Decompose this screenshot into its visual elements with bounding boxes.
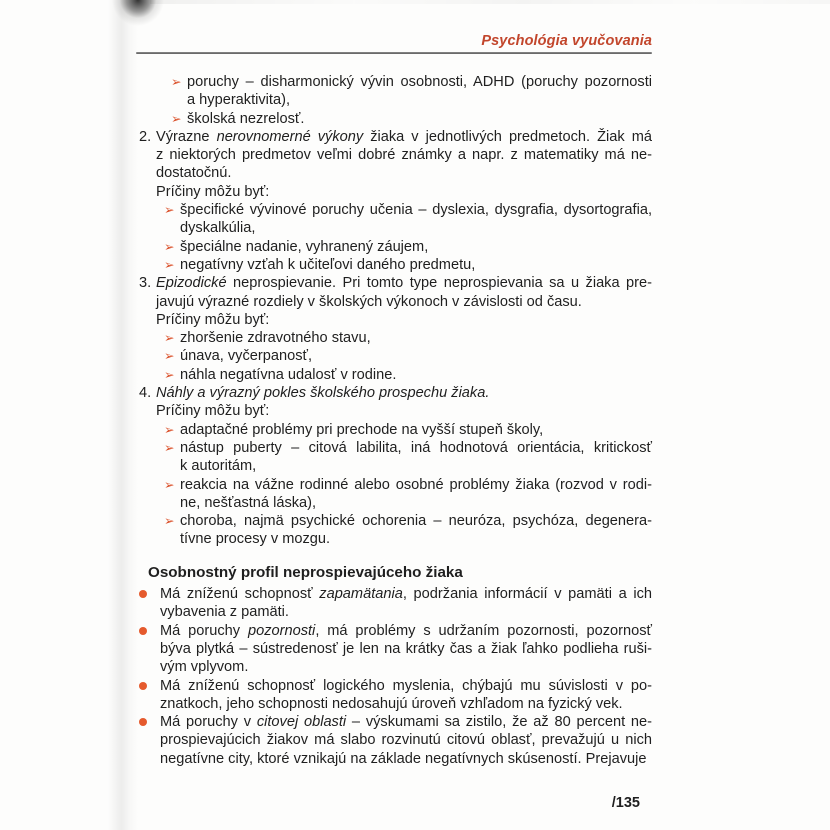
numbered-list-item [139, 274, 652, 311]
text-line: Má zníženú schopnosť logického myslenia, chýbajú mu súvislosti v po- [160, 677, 652, 694]
dot-bullet-list-item [149, 677, 652, 714]
chevron-bullet-icon: ➢ [164, 202, 175, 218]
chevron-list [139, 421, 652, 549]
text-line: prospievajúcich žiakov má slabo rozvinutú citovú oblasť, prevažujú u nich [160, 732, 652, 749]
text-line: Náhly a výrazný pokles školského prospechu žiaka. [156, 385, 490, 402]
list-item-subtext [156, 183, 652, 201]
list-item-subtext [156, 402, 652, 420]
text-line: Má poruchy v citovej oblasti – výskumami sa zistilo, že až 80 percent ne- [160, 714, 653, 731]
text-line: negatívny vzťah k učiteľovi daného predmetu, [180, 256, 476, 273]
dot-bullet-list-item [149, 585, 652, 622]
text-line: dyskalkúlia, [180, 220, 256, 237]
text-line: školská nezrelosť. [187, 110, 305, 127]
chevron-list-item [139, 347, 652, 365]
text-line: Má poruchy pozornosti, má problémy s udržaním pozornosti, pozornosť [160, 622, 652, 639]
chevron-bullet-icon: ➢ [164, 476, 175, 492]
list-item-subtext [156, 311, 652, 329]
dot-bullet-list [149, 585, 652, 768]
chevron-list-item [139, 439, 652, 476]
text-line: z niektorých predmetov veľmi dobré známky a napr. z matematiky má ne- [156, 147, 652, 164]
page-gutter-shadow [108, 0, 138, 830]
numbered-list-item [139, 384, 652, 402]
text-line: Má zníženú schopnosť zapamätania, podržania informácií v pamäti a ich [160, 586, 653, 603]
chevron-bullet-icon: ➢ [171, 74, 182, 89]
text-line: Príčiny môžu byť: [156, 311, 270, 328]
text-line: únava, vyčerpanosť, [180, 348, 313, 365]
text-line: k autoritám, [180, 458, 257, 475]
text-line: vybavenia z pamäti. [160, 604, 289, 621]
chevron-bullet-icon: ➢ [164, 348, 175, 364]
text-line: náhla negatívna udalosť v rodine. [180, 366, 397, 383]
chevron-list-item [139, 366, 652, 384]
dot-bullet-icon [139, 627, 147, 635]
list-number: 3. [139, 275, 152, 292]
text-line: býva plytká – sústredenosť je len na krátky čas a žiak ľahko podlieha ruši- [160, 640, 652, 657]
text-line: špeciálne nadanie, vyhranený záujem, [180, 238, 429, 255]
text-line: Príčiny môžu byť: [156, 183, 270, 200]
text-line: reakcia na vážne rodinné alebo osobné problémy žiaka (rozvod v rodi- [180, 476, 652, 493]
chevron-list-item [139, 476, 652, 513]
text-line: ne, nešťastná láska), [180, 494, 317, 511]
dot-bullet-icon [139, 682, 147, 690]
dot-bullet-icon [139, 590, 147, 598]
running-header-title: Psychológia vyučovania [481, 33, 652, 49]
chevron-list [139, 201, 652, 274]
chevron-bullet-icon: ➢ [164, 330, 175, 346]
header-rule [136, 52, 652, 54]
chevron-list-item [139, 201, 652, 238]
text-line: nástup puberty – citová labilita, iná hodnotová orientácia, kritickosť [180, 439, 652, 456]
dot-bullet-list-item [149, 622, 652, 677]
numbered-list-item [139, 128, 652, 183]
dot-bullet-icon [139, 718, 147, 726]
text-line: vým vplyvom. [160, 659, 249, 676]
text-line: choroba, najmä psychické ochorenia – neuróza, psychóza, degenera- [180, 513, 652, 530]
body-text-column [139, 73, 652, 768]
text-line: a hyperaktivita), [187, 92, 291, 109]
chevron-list-item [139, 256, 652, 274]
chevron-bullet-icon: ➢ [164, 366, 175, 382]
page-number: /135 [611, 795, 640, 811]
text-line: javujú výrazné rozdiely v školských výkonoch v závislosti od času. [156, 293, 582, 310]
text-line: negatívne city, ktoré vznikajú na základe negatívnych skúseností. Prejavuje [160, 750, 647, 767]
chevron-bullet-icon: ➢ [164, 439, 175, 455]
text-line: poruchy – disharmonický vývin osobnosti, ADHD (poruchy pozornosti [187, 74, 652, 90]
text-line: adaptačné problémy pri prechode na vyšší stupeň školy, [180, 421, 544, 438]
section-heading: Osobnostný profil neprospievajúceho žiaka [148, 563, 463, 581]
chevron-bullet-icon: ➢ [164, 256, 175, 272]
chevron-bullet-icon: ➢ [164, 513, 175, 529]
chevron-list-item [139, 238, 652, 256]
chevron-bullet-icon: ➢ [164, 421, 175, 437]
chevron-list-item [139, 421, 652, 439]
chevron-bullet-icon: ➢ [164, 238, 175, 254]
chevron-list [139, 73, 652, 128]
text-line: Výrazne nerovnomerné výkony žiaka v jednotlivých predmetoch. Žiak má [156, 128, 652, 145]
chevron-list-item [139, 110, 652, 128]
chevron-list [139, 329, 652, 384]
list-number: 4. [139, 385, 152, 402]
chevron-list-item [139, 512, 652, 549]
chevron-list-item [139, 329, 652, 347]
text-line: zhoršenie zdravotného stavu, [180, 330, 371, 347]
text-line: znatkoch, jeho schopnosti nedosahujú úroveň vzhľadom na fyzický vek. [160, 695, 623, 712]
text-line: Epizodické neprospievanie. Pri tomto type neprospievania sa u žiaka pre- [156, 275, 652, 292]
text-line: tívne procesy v mozgu. [180, 531, 331, 548]
scan-edge-artifact [150, 0, 830, 4]
list-number: 2. [139, 128, 152, 145]
scan-corner-artifact [112, 0, 164, 26]
chevron-list-item [139, 73, 652, 110]
dot-bullet-list-item [149, 713, 652, 768]
text-line: Príčiny môžu byť: [156, 403, 270, 420]
text-line: dostatočnú. [156, 165, 232, 182]
text-line: špecifické vývinové poruchy učenia – dyslexia, dysgrafia, dysortografia, [180, 202, 652, 219]
chevron-bullet-icon: ➢ [171, 110, 182, 126]
